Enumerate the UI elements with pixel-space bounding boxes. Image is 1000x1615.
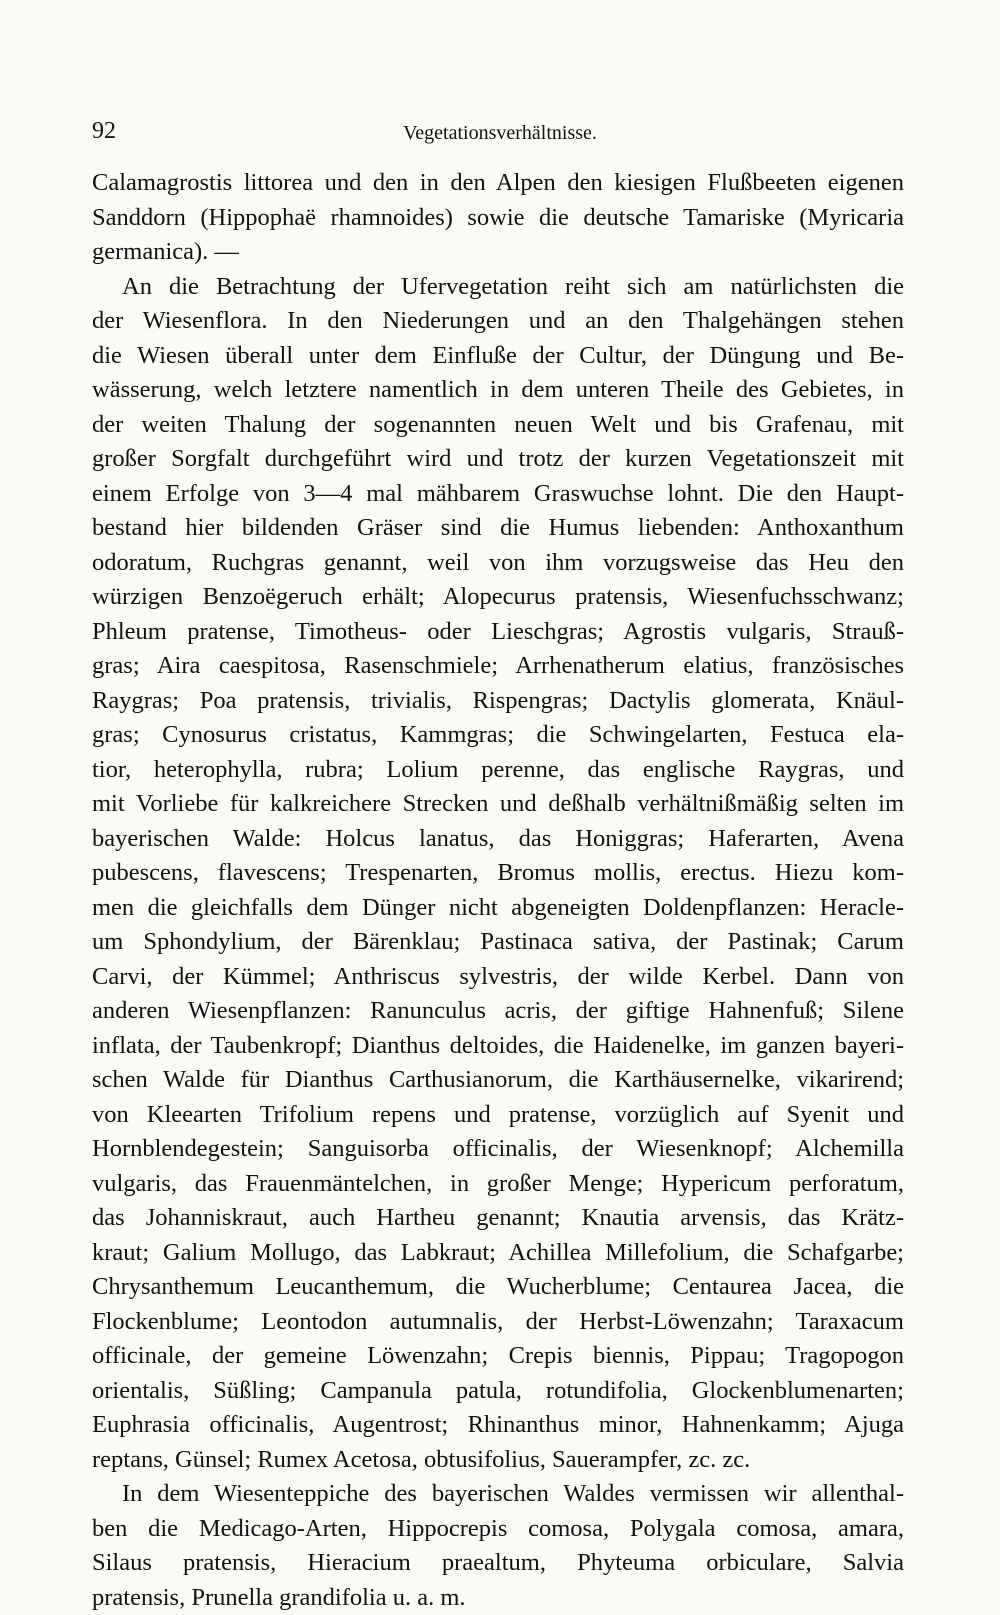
text-line: officinale, der gemeine Löwenzahn; Crepis biennis, Pippau; Tragopogon xyxy=(92,1339,904,1374)
text-line: tior, heterophylla, rubra; Lolium perenne, das englische Raygras, und xyxy=(92,753,904,788)
paragraph xyxy=(92,166,904,270)
text-line: orientalis, Süßling; Campanula patula, rotundifolia, Glockenblumenarten; xyxy=(92,1374,904,1409)
text-line: der Wiesenflora. In den Niederungen und an den Thalgehängen stehen xyxy=(92,304,904,339)
page-number: 92 xyxy=(92,118,116,145)
text-line: Sanddorn (Hippophaë rhamnoides) sowie die deutsche Tamariske (Myricaria xyxy=(92,201,904,236)
text-line: Hornblendegestein; Sanguisorba officinalis, der Wiesenknopf; Alchemilla xyxy=(92,1132,904,1167)
text-line: pratensis, Prunella grandifolia u. a. m. xyxy=(92,1581,904,1615)
text-line: Flockenblume; Leontodon autumnalis, der Herbst-Löwenzahn; Taraxacum xyxy=(92,1305,904,1340)
text-line: men die gleichfalls dem Dünger nicht abgeneigten Doldenpflanzen: Heracle- xyxy=(92,891,904,926)
text-line: Silaus pratensis, Hieracium praealtum, Phyteuma orbiculare, Salvia xyxy=(92,1546,904,1581)
text-line: gras; Cynosurus cristatus, Kammgras; die Schwingelarten, Festuca ela- xyxy=(92,718,904,753)
text-line: anderen Wiesenpflanzen: Ranunculus acris, der giftige Hahnenfuß; Silene xyxy=(92,994,904,1029)
text-line: pubescens, flavescens; Trespenarten, Bromus mollis, erectus. Hiezu kom- xyxy=(92,856,904,891)
text-line: schen Walde für Dianthus Carthusianorum, die Karthäusernelke, vikarirend; xyxy=(92,1063,904,1098)
body-text xyxy=(92,166,904,1615)
paragraph xyxy=(92,270,904,1478)
text-line: um Sphondylium, der Bärenklau; Pastinaca sativa, der Pastinak; Carum xyxy=(92,925,904,960)
text-line: Raygras; Poa pratensis, trivialis, Rispengras; Dactylis glomerata, Knäul- xyxy=(92,684,904,719)
text-line: mit Vorliebe für kalkreichere Strecken und deßhalb verhältnißmäßig selten im xyxy=(92,787,904,822)
text-line: reptans, Günsel; Rumex Acetosa, obtusifolius, Sauerampfer, zc. zc. xyxy=(92,1443,904,1478)
text-line: Calamagrostis littorea und den in den Alpen den kiesigen Flußbeeten eigenen xyxy=(92,166,904,201)
text-line: bayerischen Walde: Holcus lanatus, das Honiggras; Haferarten, Avena xyxy=(92,822,904,857)
text-line: Phleum pratense, Timotheus- oder Lieschgras; Agrostis vulgaris, Strauß- xyxy=(92,615,904,650)
text-line: ben die Medicago-Arten, Hippocrepis comosa, Polygala comosa, amara, xyxy=(92,1512,904,1547)
text-line: würzigen Benzoëgeruch erhält; Alopecurus pratensis, Wiesenfuchsschwanz; xyxy=(92,580,904,615)
text-line: wässerung, welch letztere namentlich in dem unteren Theile des Gebietes, in xyxy=(92,373,904,408)
paragraph xyxy=(92,1477,904,1615)
text-line: von Kleearten Trifolium repens und pratense, vorzüglich auf Syenit und xyxy=(92,1098,904,1133)
text-line: Chrysanthemum Leucanthemum, die Wucherblume; Centaurea Jacea, die xyxy=(92,1270,904,1305)
text-line: Euphrasia officinalis, Augentrost; Rhinanthus minor, Hahnenkamm; Ajuga xyxy=(92,1408,904,1443)
text-line: kraut; Galium Mollugo, das Labkraut; Achillea Millefolium, die Schafgarbe; xyxy=(92,1236,904,1271)
text-line: An die Betrachtung der Ufervegetation reiht sich am natürlichsten die xyxy=(92,270,904,305)
text-line: Carvi, der Kümmel; Anthriscus sylvestris, der wilde Kerbel. Dann von xyxy=(92,960,904,995)
text-line: germanica). — xyxy=(92,235,904,270)
text-line: großer Sorgfalt durchgeführt wird und trotz der kurzen Vegetationszeit mit xyxy=(92,442,904,477)
text-line: inflata, der Taubenkropf; Dianthus deltoides, die Haidenelke, im ganzen bayeri- xyxy=(92,1029,904,1064)
text-line: vulgaris, das Frauenmäntelchen, in großer Menge; Hypericum perforatum, xyxy=(92,1167,904,1202)
text-line: die Wiesen überall unter dem Einfluße der Cultur, der Düngung und Be- xyxy=(92,339,904,374)
text-line: In dem Wiesenteppiche des bayerischen Waldes vermissen wir allenthal- xyxy=(92,1477,904,1512)
text-line: das Johanniskraut, auch Hartheu genannt; Knautia arvensis, das Krätz- xyxy=(92,1201,904,1236)
text-line: gras; Aira caespitosa, Rasenschmiele; Arrhenatherum elatius, französisches xyxy=(92,649,904,684)
text-line: der weiten Thalung der sogenannten neuen Welt und bis Grafenau, mit xyxy=(92,408,904,443)
text-line: bestand hier bildenden Gräser sind die Humus liebenden: Anthoxanthum xyxy=(92,511,904,546)
text-line: odoratum, Ruchgras genannt, weil von ihm vorzugsweise das Heu den xyxy=(92,546,904,581)
text-line: einem Erfolge von 3—4 mal mähbarem Graswuchse lohnt. Die den Haupt- xyxy=(92,477,904,512)
running-title: Vegetationsverhältnisse. xyxy=(0,122,1000,145)
